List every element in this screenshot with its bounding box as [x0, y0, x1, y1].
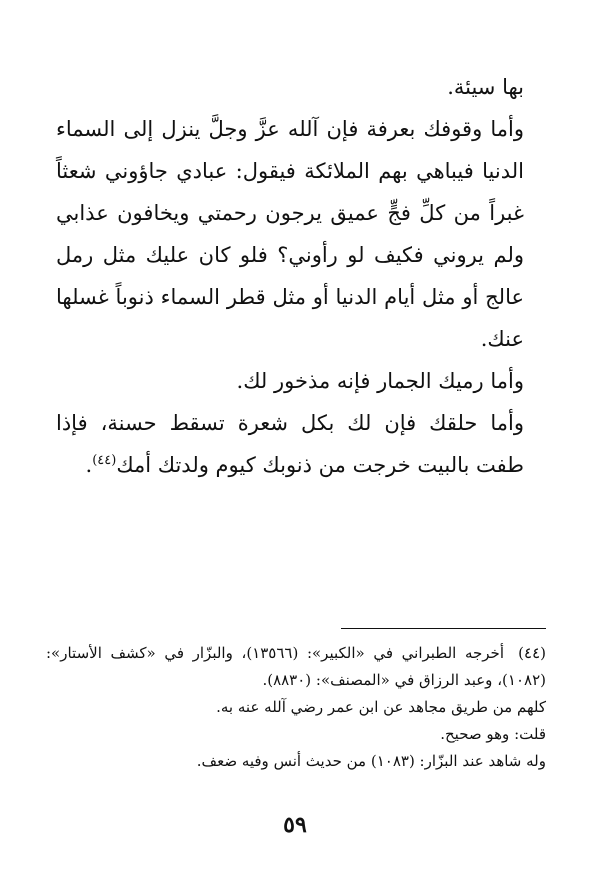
footnote-reference[interactable]: (٤٤) — [92, 453, 117, 468]
paragraph-3: وأما رميك الجمار فإنه مذخور لك. — [236, 369, 524, 393]
page-number: ٥٩ — [283, 812, 307, 838]
footnote-line-2: كلهم من طريق مجاهد عن ابن عمر رضي آلله عنه به. — [216, 698, 546, 716]
paragraph-4-text: وأما حلقك فإن لك بكل شعرة تسقط حسنة، فإذا طفت بالبيت خرجت من ذنوبك كيوم ولدتك أمك — [56, 411, 524, 477]
paragraph-4 — [56, 402, 524, 486]
paragraph-1: بها سيئة. — [447, 75, 524, 99]
footnote-line-3: قلت: وهو صحيح. — [440, 725, 546, 743]
footnote-divider — [341, 628, 546, 629]
footnote-line-1: أخرجه الطبراني في «الكبير»: (١٣٥٦٦)، والبزّار في «كشف الأستار»: (١٠٨٢)، وعبد الرزاق في «المصنف»: (٨٨٣٠). — [46, 644, 546, 689]
main-text — [56, 66, 524, 486]
paragraph-4-end: . — [85, 453, 93, 477]
footnote-44 — [46, 640, 546, 694]
footnote-number: (٤٤) — [518, 644, 546, 662]
paragraph-2: وأما وقوفك بعرفة فإن آلله عزَّ وجلَّ ينزل إلى السماء الدنيا فيباهي بهم الملائكة فيقول: عبادي جاؤوني شعثاً غبراً من كلِّ فجٍّ عميق يرجون رحمتي ويخافون عذابي ولم يروني فكيف لو رأوني؟ فلو كان عليك مثل رمل عالج أو مثل أيام الدنيا أو مثل قطر السماء ذنوباً غسلها عنك. — [56, 117, 524, 351]
footnotes — [46, 640, 546, 775]
footnote-line-4: وله شاهد عند البزّار: (١٠٨٣) من حديث أنس وفيه ضعف. — [196, 752, 546, 770]
